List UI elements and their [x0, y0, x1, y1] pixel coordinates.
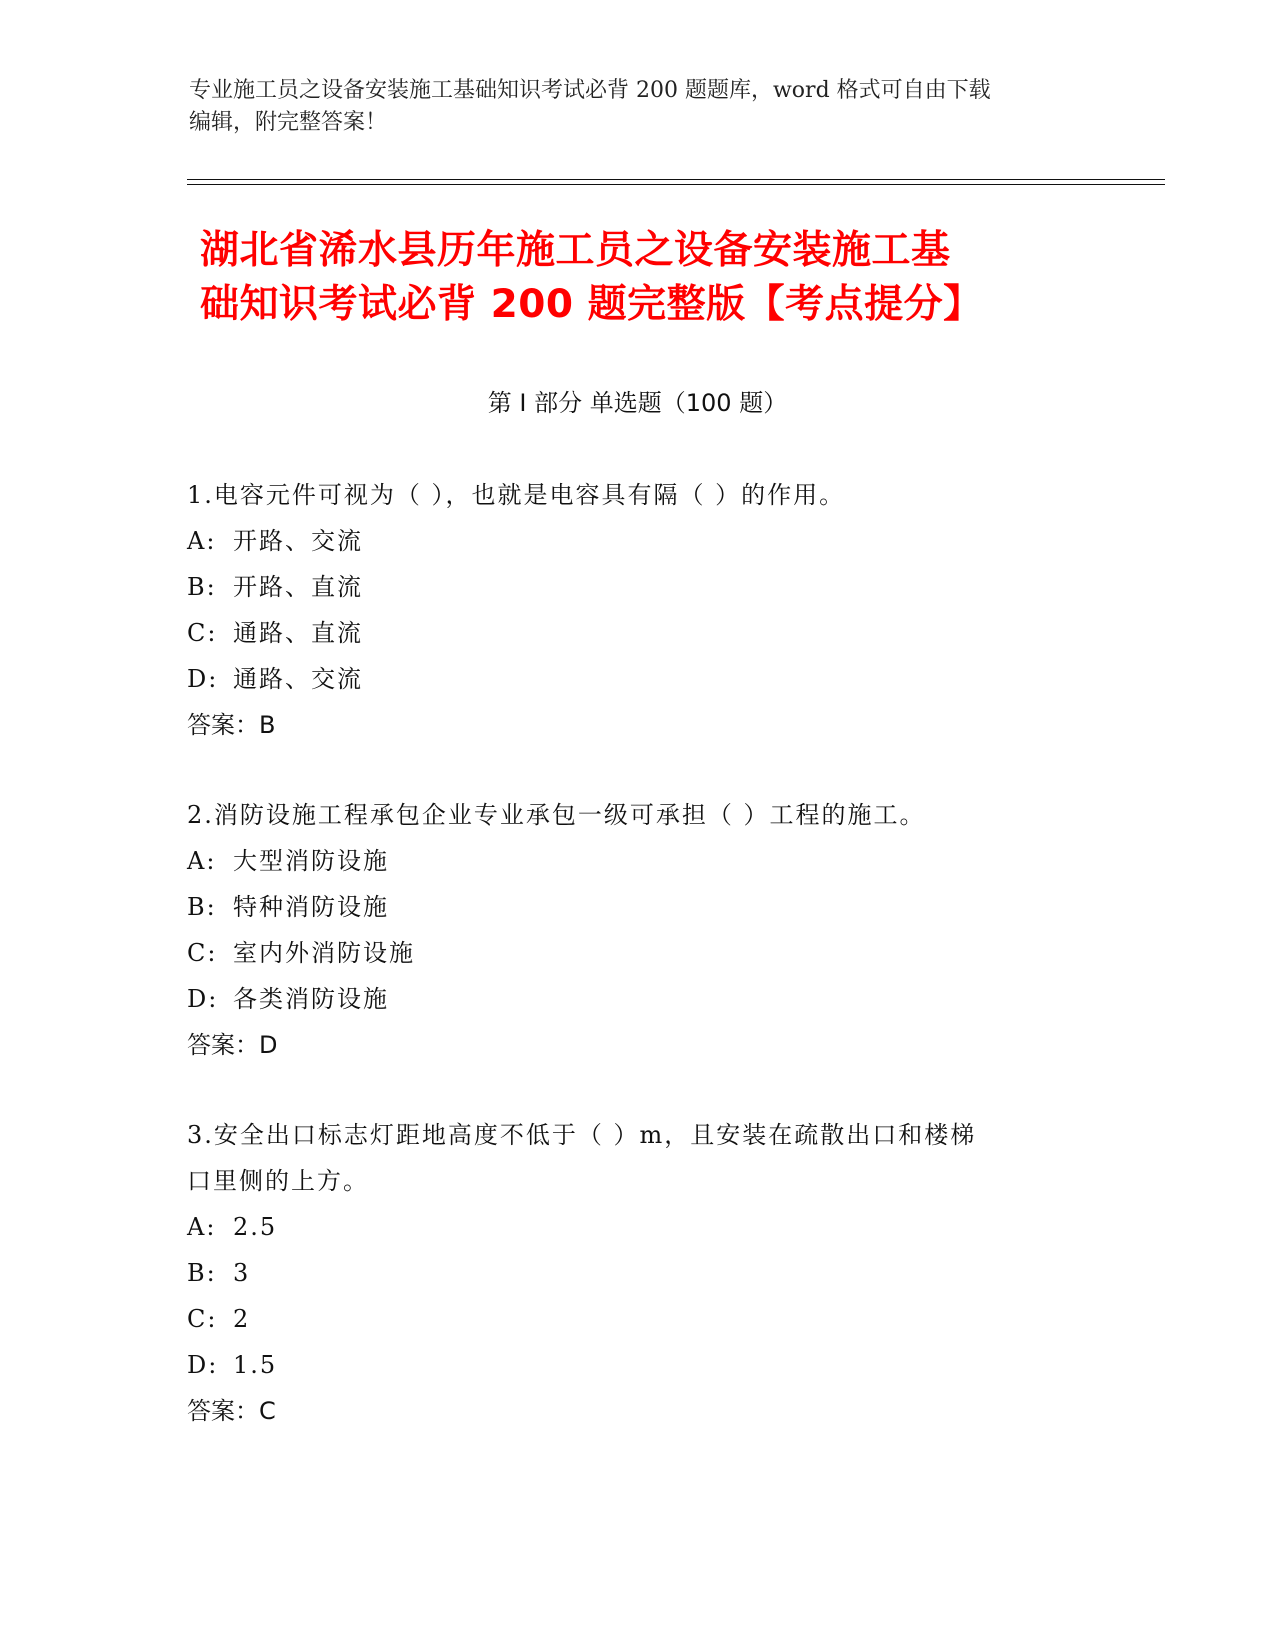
- header-divider-bottom: [187, 184, 1165, 185]
- option-text: 各类消防设施: [233, 985, 389, 1013]
- option-a: [187, 838, 1087, 884]
- question-stem: 1.电容元件可视为（ ），也就是电容具有隔（ ）的作用。: [187, 481, 846, 509]
- document-title: [200, 224, 1140, 332]
- option-letter: A:: [187, 1213, 217, 1241]
- option-text: 2.5: [233, 1213, 278, 1241]
- option-text: 通路、交流: [233, 665, 363, 693]
- option-letter: D:: [187, 665, 219, 693]
- option-letter: A:: [187, 527, 217, 555]
- option-letter: D:: [187, 985, 219, 1013]
- option-letter: C:: [187, 939, 218, 967]
- question-stem: 2.消防设施工程承包企业专业承包一级可承担（ ）工程的施工。: [187, 801, 926, 829]
- question-1: [187, 472, 1087, 748]
- option-b: [187, 564, 1087, 610]
- option-c: [187, 930, 1087, 976]
- question-3: [187, 1112, 1087, 1434]
- option-a: [187, 1204, 1087, 1250]
- option-d: [187, 1342, 1087, 1388]
- option-b: [187, 1250, 1087, 1296]
- option-text: 1.5: [233, 1351, 278, 1379]
- option-text: 大型消防设施: [233, 847, 389, 875]
- document-title-line-1: 湖北省浠水县历年施工员之设备安装施工基: [200, 228, 951, 273]
- option-letter: B:: [187, 893, 217, 921]
- option-text: 开路、交流: [233, 527, 363, 555]
- option-text: 特种消防设施: [233, 893, 389, 921]
- header-divider-top: [187, 179, 1165, 180]
- option-text: 3: [233, 1259, 251, 1287]
- question-stem-line-1: 3.安全出口标志灯距地高度不低于（ ）m，且安装在疏散出口和楼梯: [187, 1121, 977, 1149]
- option-d: [187, 976, 1087, 1022]
- document-title-line-2: 础知识考试必背 200 题完整版【考点提分】: [200, 282, 983, 327]
- option-text: 开路、直流: [233, 573, 363, 601]
- option-text: 通路、直流: [233, 619, 363, 647]
- header-note: [189, 75, 1089, 139]
- answer-line: 答案：C: [187, 1397, 276, 1425]
- option-c: [187, 1296, 1087, 1342]
- option-letter: B:: [187, 1259, 217, 1287]
- option-d: [187, 656, 1087, 702]
- option-letter: B:: [187, 573, 217, 601]
- option-letter: C:: [187, 1305, 218, 1333]
- option-letter: D:: [187, 1351, 219, 1379]
- header-note-line-1: 专业施工员之设备安装施工基础知识考试必背 200 题题库，word 格式可自由下载: [189, 78, 991, 103]
- option-text: 室内外消防设施: [233, 939, 415, 967]
- option-c: [187, 610, 1087, 656]
- option-letter: A:: [187, 847, 217, 875]
- question-2: [187, 792, 1087, 1068]
- option-letter: C:: [187, 619, 218, 647]
- answer-line: 答案：D: [187, 1031, 278, 1059]
- section-heading: 第 I 部分 单选题（100 题）: [487, 389, 788, 417]
- question-stem-line-2: 口里侧的上方。: [187, 1167, 369, 1195]
- option-b: [187, 884, 1087, 930]
- answer-line: 答案：B: [187, 711, 276, 739]
- option-text: 2: [233, 1305, 251, 1333]
- option-a: [187, 518, 1087, 564]
- header-note-line-2: 编辑，附完整答案！: [189, 110, 388, 135]
